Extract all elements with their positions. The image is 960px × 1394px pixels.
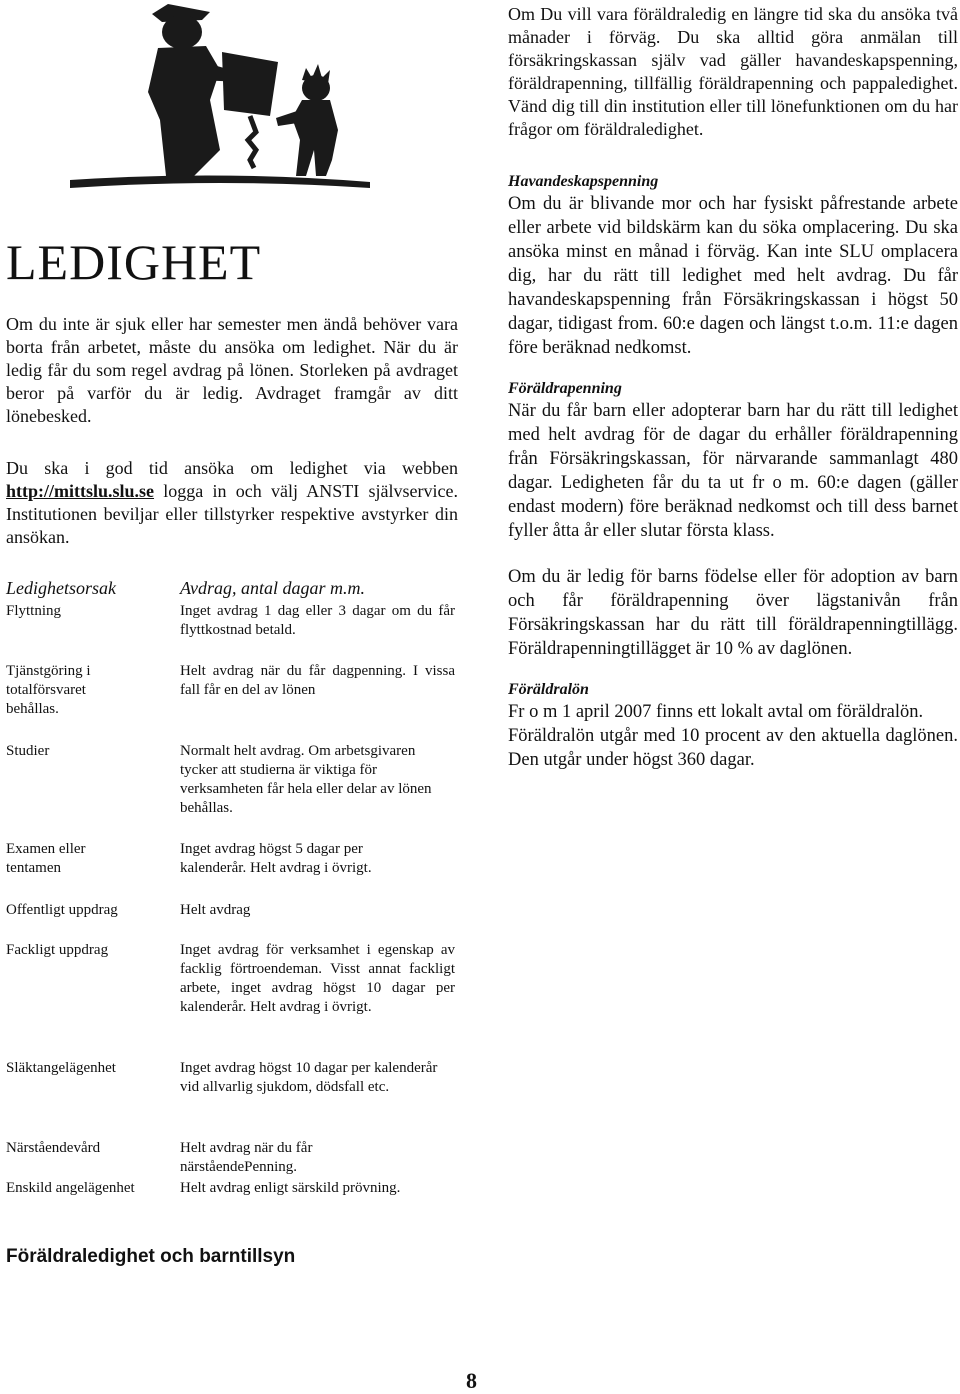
havandeskap-text: Om du är blivande mor och har fysiskt påfrestande arbete eller arbete vid bildskärm kan du söka omplacering. Du ska ansöka minst en månad i förväg. Kan inte SLU omplacera dig, har du rätt till ledighet med helt avdrag. Du får havandeskapspenning från Försäkringskassan i högst 50 dagar, tidigast from. 60:e dagen och längst t.o.m. 11:e dagen före beräknad nedkomst. xyxy=(508,194,958,358)
mittslu-link[interactable]: http://mittslu.slu.se xyxy=(6,481,155,501)
foraldrapenningtillagg-text: Om du är ledig för barns födelse eller för adoption av barn och får föräldrapenning över lägstanivån från Försäkringskassan har du rätt till föräldrapenningtillägg. Föräldrapenningtillägget är 10 % av daglönen. xyxy=(508,567,958,659)
table-row-reason: Examen eller tentamen xyxy=(6,841,86,876)
table-row-reason: Fackligt uppdrag xyxy=(6,942,109,958)
apply-text-before: Du ska i god tid ansöka om ledighet via webben xyxy=(6,458,458,478)
table-row-reason: Flyttning xyxy=(6,603,62,619)
table-row-reason: Tjänstgöring i totalförsvaret behållas. xyxy=(6,663,91,717)
table-row-reason: Enskild angelägenhet xyxy=(6,1180,135,1196)
table-row-reason: Släktangelägenhet xyxy=(6,1060,116,1076)
table-header-deduction: Avdrag, antal dagar m.m. xyxy=(180,578,366,598)
havandeskap-heading: Havandeskapspenning xyxy=(508,173,659,190)
foraldralon-text-1: Fr o m 1 april 2007 finns ett lokalt avtal om föräldralön. xyxy=(508,702,924,722)
table-row-deduction: Inget avdrag 1 dag eller 3 dagar om du får flyttkostnad betald. xyxy=(180,603,455,638)
table-row-deduction: Inget avdrag högst 10 dagar per kalenderår vid allvarlig sjukdom, dödsfall etc. xyxy=(180,1060,438,1095)
foraldralon-heading: Föräldralön xyxy=(508,681,589,698)
table-row-reason: Studier xyxy=(6,743,50,759)
table-row-deduction: Helt avdrag enligt särskild prövning. xyxy=(180,1180,401,1196)
table-row-reason: Närståendevård xyxy=(6,1140,101,1156)
table-row-deduction: Helt avdrag när du får närståendePenning. xyxy=(180,1140,313,1175)
intro-paragraph: Om du inte är sjuk eller har semester men ändå behöver vara borta från arbetet, måste du ansöka om ledighet. När du är ledig får du som regel avdrag på lönen. Storleken på avdraget beror på varför du är ledig. Avdraget framgår av ditt lönebesked. xyxy=(6,314,458,426)
foraldralon-text-2: Föräldralön utgår med 10 procent av den aktuella daglönen. Den utgår under högst 360 dagar. xyxy=(508,726,958,770)
right-column xyxy=(508,3,958,772)
foraldrapenning-heading: Föräldrapenning xyxy=(508,380,622,397)
table-row-deduction: Helt avdrag när du får dagpenning. I vissa fall får en del av lönen xyxy=(180,663,455,698)
apply-paragraph xyxy=(6,457,458,549)
foraldrapenning-text: När du får barn eller adopterar barn har du rätt till ledighet med helt avdrag för de dagar du erhåller föräldrapenning från Försäkringskassan, för närvarande sammanlagt 480 dagar. Ledigheten får du ta ut fr o m. 60:e dagen (gäller endast modern) före beräknad nedkomst och till dess barnet fyller åtta år eller slutar första klass. xyxy=(508,401,958,541)
table-row-deduction: Inget avdrag för verksamhet i egenskap av facklig förtroendeman. Visst annat fackligt arbete, inget avdrag högst 10 dagar per kalenderår. Helt avdrag i övrigt. xyxy=(180,942,455,1015)
page-title: LEDIGHET xyxy=(6,234,262,290)
apply-text-after: logga in och välj ANSTI självservice. Institutionen beviljar eller tillstyrker respektive avstyrker din ansökan. xyxy=(6,481,458,547)
table-row-deduction: Inget avdrag högst 5 dagar per kalenderår. Helt avdrag i övrigt. xyxy=(180,841,372,876)
table-row-reason: Offentligt uppdrag xyxy=(6,902,118,918)
table-row-deduction: Helt avdrag xyxy=(180,902,251,918)
silhouette-adult-child-kite-icon xyxy=(70,0,370,190)
section-title-foraldraledighet: Föräldraledighet och barntillsyn xyxy=(6,1246,296,1267)
parental-leave-intro: Om Du vill vara föräldraledig en längre tid ska du ansöka två månader i förväg. Du ska alltid göra anmälan till försäkringskassan själv vad gäller havandeskapspenning, föräldrapenning, tillfällig föräldrapenning och pappaledighet. Vänd dig till din institution eller till lönefunktionen om du har frågor om föräldraledighet. xyxy=(508,4,958,139)
table-row-deduction: Normalt helt avdrag. Om arbetsgivaren tycker att studierna är viktiga för verksamheten får hela eller delar av lönen behållas. xyxy=(180,743,432,816)
table-header-reason: Ledighetsorsak xyxy=(6,578,116,598)
page-number: 8 xyxy=(466,1368,477,1393)
